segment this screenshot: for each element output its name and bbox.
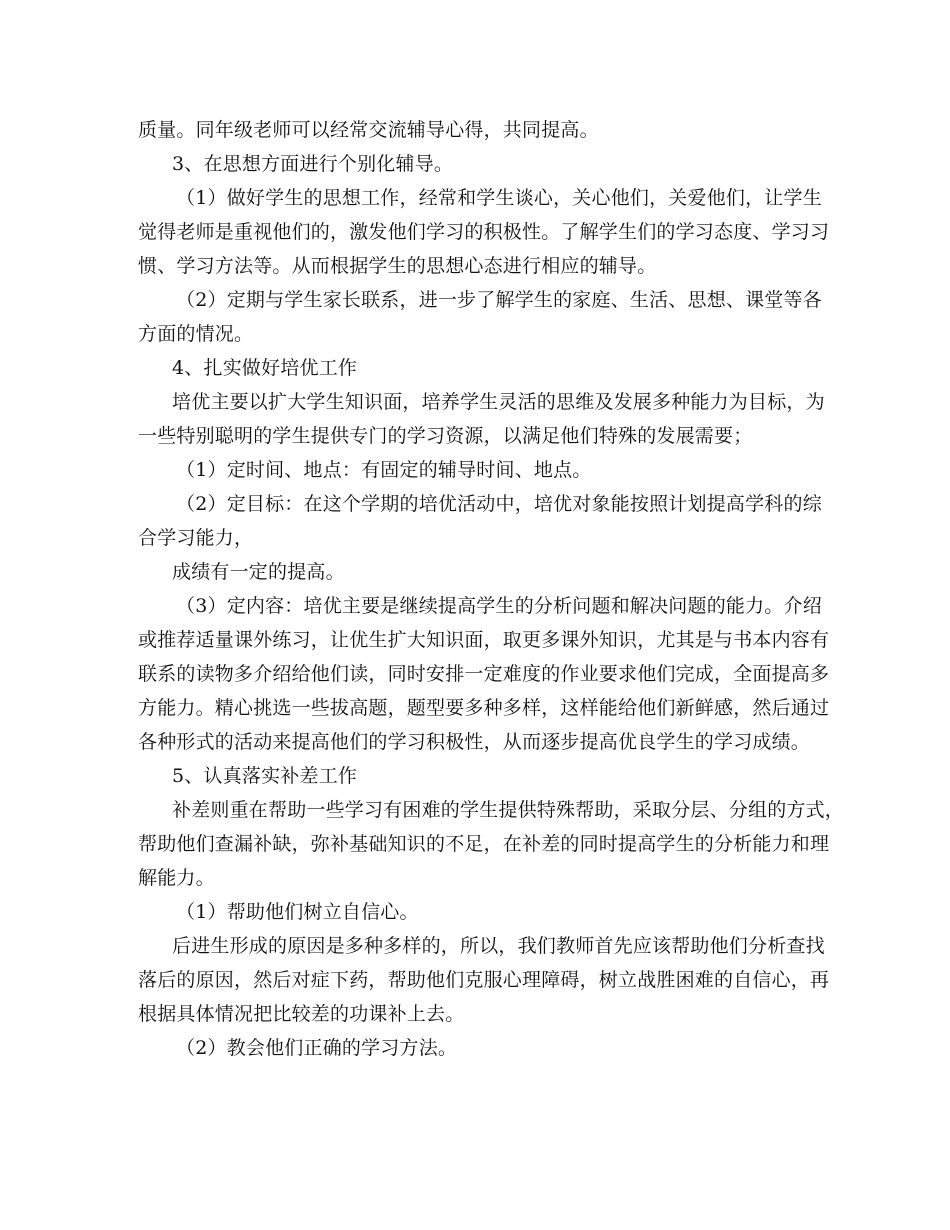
text-line: 各种形式的活动来提高他们的学习积极性，从而逐步提高优良学生的学习成绩。 (138, 731, 811, 753)
section-heading: 4、扎实做好培优工作 (172, 357, 358, 379)
text-line: 帮助他们查漏补缺，弥补基础知识的不足，在补差的同时提高学生的分析能力和理 (138, 833, 830, 855)
text-line: （3）定内容：培优主要是继续提高学生的分析问题和解决问题的能力。介绍 (176, 595, 822, 617)
text-line: 成绩有一定的提高。 (172, 561, 345, 583)
section-heading: 3、在思想方面进行个别化辅导。 (172, 153, 454, 175)
text-line: 后进生形成的原因是多种多样的，所以，我们教师首先应该帮助他们分析查找 (172, 935, 825, 957)
text-line: 培优主要以扩大学生知识面，培养学生灵活的思维及发展多种能力为目标，为 (172, 391, 825, 413)
text-line: 方能力。精心挑选一些拔高题，题型要多种多样，这样能给他们新鲜感，然后通过 (138, 697, 830, 719)
text-line: 觉得老师是重视他们的，激发他们学习的积极性。了解学生们的学习态度、学习习 (138, 221, 830, 243)
text-line: 合学习能力， (138, 527, 254, 549)
text-line: （2）定期与学生家长联系，进一步了解学生的家庭、生活、思想、课堂等各 (176, 289, 822, 311)
text-line: （2）教会他们正确的学习方法。 (176, 1037, 458, 1059)
text-line: 落后的原因，然后对症下药，帮助他们克服心理障碍，树立战胜困难的自信心，再 (138, 969, 830, 991)
section-heading: 5、认真落实补差工作 (172, 765, 358, 787)
text-line: （1）做好学生的思想工作，经常和学生谈心，关心他们，关爱他们，让学生 (176, 187, 822, 209)
text-line: 方面的情况。 (138, 323, 254, 345)
text-line: （1）定时间、地点：有固定的辅导时间、地点。 (176, 459, 592, 481)
text-line: （1）帮助他们树立自信心。 (176, 901, 419, 923)
text-line: 质量。同年级老师可以经常交流辅导心得，共同提高。 (138, 119, 599, 141)
text-line: （2）定目标：在这个学期的培优活动中，培优对象能按照计划提高学科的综 (176, 493, 822, 515)
text-line: 惯、学习方法等。从而根据学生的思想心态进行相应的辅导。 (138, 255, 657, 277)
text-line: 联系的读物多介绍给他们读，同时安排一定难度的作业要求他们完成，全面提高多 (138, 663, 830, 685)
text-line: 或推荐适量课外练习，让优生扩大知识面，取更多课外知识，尤其是与书本内容有 (138, 629, 830, 651)
text-line: 一些特别聪明的学生提供专门的学习资源，以满足他们特殊的发展需要； (138, 425, 753, 447)
text-line: 解能力。 (138, 867, 215, 889)
text-line: 根据具体情况把比较差的功课补上去。 (138, 1003, 465, 1025)
text-line: 补差则重在帮助一些学习有困难的学生提供特殊帮助，采取分层、分组的方式， (172, 799, 845, 821)
